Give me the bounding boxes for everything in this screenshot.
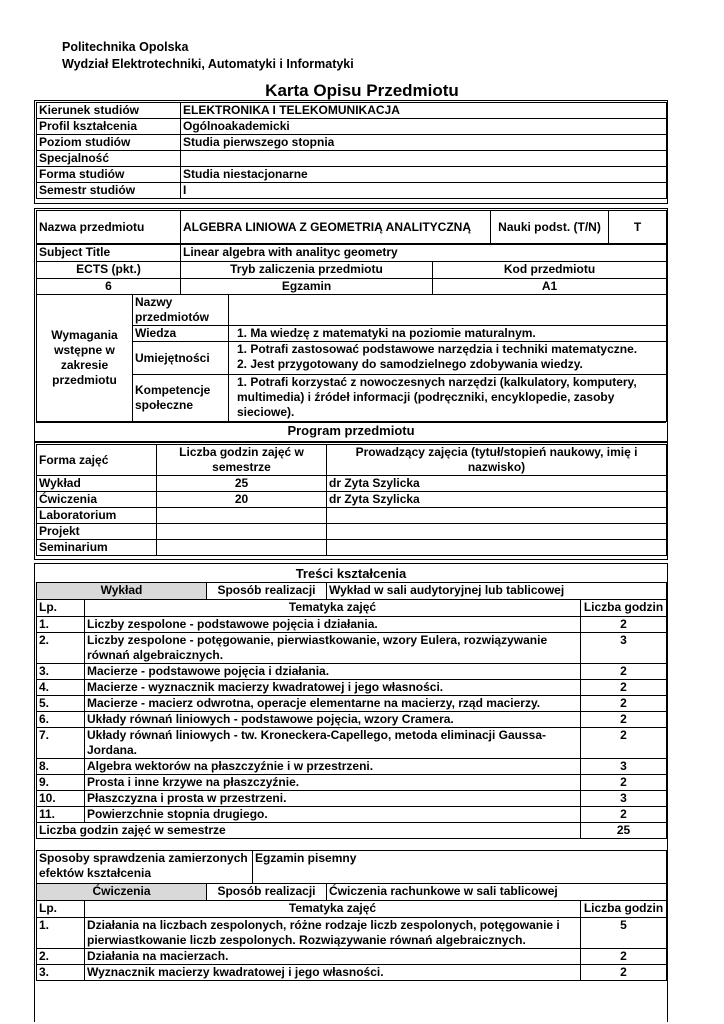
topic-row: [37, 918, 667, 949]
ects-table: [36, 261, 667, 295]
subject-title-table: [36, 244, 667, 262]
program-teacher: [327, 524, 667, 540]
assessment-value: Egzamin pisemny: [253, 851, 667, 884]
subject-table: [36, 210, 667, 244]
program-teacher: [327, 540, 667, 556]
assessment-label: Sposoby sprawdzenia zamierzonych efektów kształcenia: [37, 851, 253, 884]
study-info-row: [37, 151, 667, 167]
ects-value: 6: [37, 279, 181, 295]
study-info-row: [37, 183, 667, 199]
topic-hours: 2: [581, 728, 667, 759]
lecture-total-label: Liczba godzin zajęć w semestrze: [37, 823, 581, 839]
program-row: [37, 508, 667, 524]
exercises-method: Ćwiczenia rachunkowe w sali tablicowej: [327, 884, 667, 901]
topic-row: [37, 759, 667, 775]
program-hours: 25: [157, 476, 327, 492]
topic-lp: 8.: [37, 759, 85, 775]
col-teacher-header: Prowadzący zajęcia (tytuł/stopień naukowy, imię i nazwisko): [327, 445, 667, 476]
program-row: [37, 524, 667, 540]
topic-lp: 9.: [37, 775, 85, 791]
program-teacher: [327, 508, 667, 524]
topic-text: Działania na macierzach.: [85, 949, 581, 965]
topic-lp: 3.: [37, 965, 85, 981]
skills-item-1: 1. Potrafi zastosować podstawowe narzędzia i techniki matematyczne.: [237, 342, 638, 356]
lecture-topics-table: [36, 599, 667, 839]
topic-hours: 2: [581, 807, 667, 823]
assessment-table: [36, 850, 667, 884]
topic-text: Macierze - macierz odwrotna, operacje elementarne na macierzy, rząd macierzy.: [85, 696, 581, 712]
subject-name: ALGEBRA LINIOWA Z GEOMETRIĄ ANALITYCZNĄ: [181, 211, 491, 244]
topic-text: Układy równań liniowych - tw. Kroneckera-Capellego, metoda eliminacji Gaussa-Jordana.: [85, 728, 581, 759]
topic-hours: 2: [581, 775, 667, 791]
topic-row: [37, 680, 667, 696]
study-info-value: Studia niestacjonarne: [181, 167, 667, 183]
topic-lp: 1.: [37, 617, 85, 633]
study-info-value: Studia pierwszego stopnia: [181, 135, 667, 151]
code-value: A1: [433, 279, 667, 295]
topic-hours: 2: [581, 712, 667, 728]
topic-text: Liczby zespolone - podstawowe pojęcia i działania.: [85, 617, 581, 633]
study-info-label: Poziom studiów: [37, 135, 181, 151]
topic-hours: 3: [581, 791, 667, 807]
topic-row: [37, 633, 667, 664]
study-info-row: [37, 103, 667, 119]
skills-item-2: 2. Jest przygotowany do samodzielnego zdobywania wiedzy.: [237, 357, 583, 371]
faculty-name: Wydział Elektrotechniki, Automatyki i Informatyki: [62, 57, 354, 71]
program-form: Wykład: [37, 476, 157, 492]
study-info-label: Forma studiów: [37, 167, 181, 183]
subject-title-label: Subject Title: [37, 245, 181, 262]
ects-label: ECTS (pkt.): [37, 262, 181, 279]
program-form: Ćwiczenia: [37, 492, 157, 508]
study-info-row: [37, 135, 667, 151]
program-form: Laboratorium: [37, 508, 157, 524]
topic-lp: 2.: [37, 949, 85, 965]
lecture-method-table: [36, 582, 667, 600]
study-info-value: [181, 151, 667, 167]
topic-lp: 10.: [37, 791, 85, 807]
code-label: Kod przedmiotu: [433, 262, 667, 279]
competence-label: Kompetencje społeczne: [133, 375, 229, 422]
competence-value: 1. Potrafi korzystać z nowoczesnych narzędzi (kalkulatory, komputery, multimedia) i źródeł informacji (podręczniki, encyklopedie, zasoby sieciowe).: [229, 375, 667, 422]
skills-value: [229, 342, 667, 375]
topic-lp: 1.: [37, 918, 85, 949]
study-info-value: ELEKTRONIKA I TELEKOMUNIKACJA: [181, 103, 667, 119]
lecture-col-topic: Tematyka zajęć: [85, 600, 581, 617]
page-title: Karta Opisu Przedmiotu: [265, 81, 459, 100]
topic-hours: 2: [581, 617, 667, 633]
requirements-table: [36, 294, 667, 422]
content-title: Treści kształcenia: [295, 566, 407, 581]
topic-lp: 4.: [37, 680, 85, 696]
university-name: Politechnika Opolska: [62, 40, 189, 54]
program-title: Program przedmiotu: [36, 422, 666, 439]
topic-row: [37, 728, 667, 759]
topic-hours: 2: [581, 680, 667, 696]
study-info-value: I: [181, 183, 667, 199]
topic-row: [37, 965, 667, 981]
knowledge-label: Wiedza: [133, 326, 229, 342]
lecture-method: Wykład w sali audytoryjnej lub tablicowej: [327, 583, 667, 600]
exercises-method-label: Sposób realizacji: [207, 884, 327, 901]
lecture-total: 25: [581, 823, 667, 839]
topic-text: Prosta i inne krzywe na płaszczyźnie.: [85, 775, 581, 791]
program-row: [37, 540, 667, 556]
lecture-method-label: Sposób realizacji: [207, 583, 327, 600]
program-row: [37, 492, 667, 508]
topic-hours: 5: [581, 918, 667, 949]
program-table: [36, 444, 667, 556]
col-form-header: Forma zajęć: [37, 445, 157, 476]
study-info-table: [36, 102, 667, 199]
topic-text: Powierzchnie stopnia drugiego.: [85, 807, 581, 823]
study-info-row: [37, 119, 667, 135]
topic-text: Układy równań liniowych - podstawowe pojęcia, wzory Cramera.: [85, 712, 581, 728]
topic-hours: 3: [581, 633, 667, 664]
topic-row: [37, 791, 667, 807]
program-form: Seminarium: [37, 540, 157, 556]
exercises-label: Ćwiczenia: [37, 884, 207, 901]
subject-title: Linear algebra with analityc geometry: [181, 245, 667, 262]
topic-lp: 5.: [37, 696, 85, 712]
lecture-label: Wykład: [37, 583, 207, 600]
study-info-row: [37, 167, 667, 183]
topic-hours: 2: [581, 949, 667, 965]
topic-row: [37, 807, 667, 823]
topic-row: [37, 775, 667, 791]
mode-label: Tryb zaliczenia przedmiotu: [181, 262, 433, 279]
program-form: Projekt: [37, 524, 157, 540]
mode-value: Egzamin: [181, 279, 433, 295]
requirements-label: Wymagania wstępne w zakresie przedmiotu: [37, 295, 133, 422]
topic-text: Liczby zespolone - potęgowanie, pierwiastkowanie, wzory Eulera, rozwiązywanie równań algebraicznych.: [85, 633, 581, 664]
topic-row: [37, 696, 667, 712]
program-row: [37, 476, 667, 492]
subjects-value: [229, 295, 667, 326]
topic-text: Działania na liczbach zespolonych, różne rodzaje liczb zespolonych, potęgowanie i pierwiastkowanie liczb zespolonych. Rozwiązywanie równań algebraicznych.: [85, 918, 581, 949]
exercises-col-topic: Tematyka zajęć: [85, 901, 581, 918]
study-info-label: Profil kształcenia: [37, 119, 181, 135]
exercises-col-lp: Lp.: [37, 901, 85, 918]
topic-lp: 3.: [37, 664, 85, 680]
program-hours: 20: [157, 492, 327, 508]
exercises-col-hours: Liczba godzin: [581, 901, 667, 918]
topic-lp: 11.: [37, 807, 85, 823]
skills-label: Umiejętności: [133, 342, 229, 375]
topic-text: Wyznacznik macierzy kwadratowej i jego własności.: [85, 965, 581, 981]
basic-science-value: T: [609, 211, 667, 244]
topic-lp: 6.: [37, 712, 85, 728]
study-info-label: Semestr studiów: [37, 183, 181, 199]
basic-science-label: Nauki podst. (T/N): [491, 211, 609, 244]
program-hours: [157, 524, 327, 540]
knowledge-value: 1. Ma wiedzę z matematyki na poziomie maturalnym.: [229, 326, 667, 342]
program-hours: [157, 540, 327, 556]
exercises-topics-table: [36, 900, 667, 981]
study-info-label: Kierunek studiów: [37, 103, 181, 119]
study-info-value: Ogólnoakademicki: [181, 119, 667, 135]
topic-row: [37, 617, 667, 633]
topic-lp: 2.: [37, 633, 85, 664]
col-hours-header: Liczba godzin zajęć w semestrze: [157, 445, 327, 476]
lecture-col-lp: Lp.: [37, 600, 85, 617]
topic-lp: 7.: [37, 728, 85, 759]
topic-row: [37, 664, 667, 680]
topic-hours: 2: [581, 664, 667, 680]
topic-text: Macierze - wyznacznik macierzy kwadratowej i jego własności.: [85, 680, 581, 696]
program-teacher: dr Zyta Szylicka: [327, 476, 667, 492]
topic-hours: 3: [581, 759, 667, 775]
topic-row: [37, 949, 667, 965]
topic-hours: 2: [581, 965, 667, 981]
topic-text: Algebra wektorów na płaszczyźnie i w przestrzeni.: [85, 759, 581, 775]
topic-hours: 2: [581, 696, 667, 712]
program-hours: [157, 508, 327, 524]
subject-name-label: Nazwa przedmiotu: [37, 211, 181, 244]
exercises-method-table: [36, 883, 667, 901]
subjects-label: Nazwy przedmiotów: [133, 295, 229, 326]
topic-text: Macierze - podstawowe pojęcia i działania.: [85, 664, 581, 680]
topic-row: [37, 712, 667, 728]
study-info-label: Specjalność: [37, 151, 181, 167]
program-teacher: dr Zyta Szylicka: [327, 492, 667, 508]
lecture-col-hours: Liczba godzin: [581, 600, 667, 617]
topic-text: Płaszczyzna i prosta w przestrzeni.: [85, 791, 581, 807]
